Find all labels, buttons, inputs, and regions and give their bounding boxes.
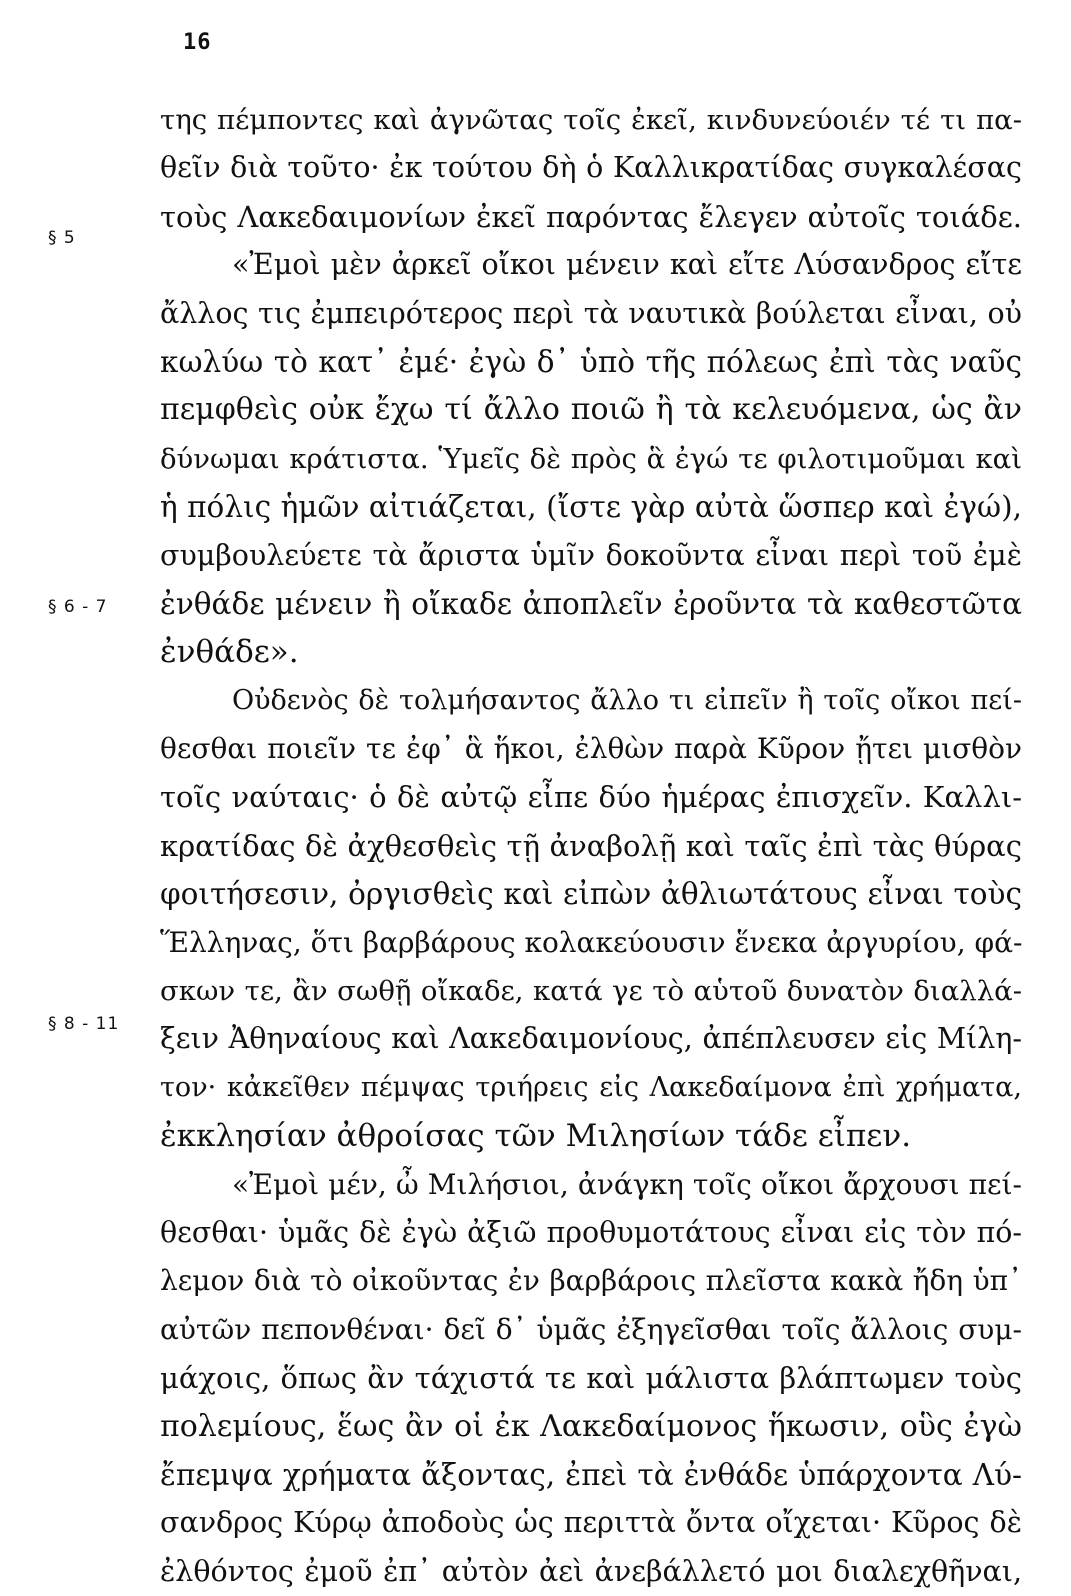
text-line: ἐλθόντος ἐμοῦ ἐπ᾽ αὐτὸν ἀεὶ ἀνεβάλλετό μοι διαλεχθῆναι, xyxy=(160,1554,1022,1588)
text-line: θεσθαι ποιεῖν τε ἐφ᾽ ἃ ἥκοι, ἐλθὼν παρὰ Κῦρον ᾔτει μισθὸν xyxy=(160,732,1022,766)
text-line: της πέμποντες καὶ ἀγνῶτας τοῖς ἐκεῖ, κινδυνεύοιέν τέ τι πα- xyxy=(160,104,1022,136)
text-line: μάχοις, ὅπως ἂν τάχιστά τε καὶ μάλιστα βλάπτωμεν τοὺς xyxy=(160,1361,1022,1396)
section-marker-5: § 5 xyxy=(48,228,76,248)
text-line: Ἕλληνας, ὅτι βαρβάρους κολακεύουσιν ἕνεκα ἀργυρίου, φά- xyxy=(160,925,1022,959)
text-line: «Ἐμοὶ μέν, ὦ Μιλήσιοι, ἀνάγκη τοῖς οἴκοι ἄρχουσι πεί- xyxy=(232,1167,1022,1201)
text-line: ξειν Ἀθηναίους καὶ Λακεδαιμονίους, ἀπέπλευσεν εἰς Μίλη- xyxy=(160,1022,1022,1056)
text-line: σανδρος Κύρῳ ἀποδοὺς ὡς περιττὰ ὄντα οἴχεται· Κῦρος δὲ xyxy=(160,1506,1022,1540)
text-line: τοῖς ναύταις· ὁ δὲ αὐτῷ εἶπε δύο ἡμέρας ἐπισχεῖν. Καλλι- xyxy=(160,780,1022,815)
main-text xyxy=(160,96,1022,1596)
text-line: δύνωμαι κράτιστα. Ὑμεῖς δὲ πρὸς ἃ ἐγώ τε φιλοτιμοῦμαι καὶ xyxy=(160,442,1022,475)
text-line: σκων τε, ἂν σωθῇ οἴκαδε, κατά γε τὸ αὑτοῦ δυνατὸν διαλλά- xyxy=(160,975,1022,1008)
text-line: θεῖν διὰ τοῦτο· ἐκ τούτου δὴ ὁ Καλλικρατίδας συγκαλέσας xyxy=(160,151,1022,185)
section-marker-8-11: § 8 - 11 xyxy=(48,1014,120,1034)
text-line: «Ἐμοὶ μὲν ἀρκεῖ οἴκοι μένειν καὶ εἴτε Λύσανδρος εἴτε xyxy=(232,248,1022,282)
text-line: τοὺς Λακεδαιμονίων ἐκεῖ παρόντας ἔλεγεν αὐτοῖς τοιάδε. xyxy=(160,199,1022,234)
text-line: ἐκκλησίαν ἀθροίσας τῶν Μιλησίων τάδε εἶπεν. xyxy=(160,1118,912,1155)
text-line: ἐνθάδε». xyxy=(160,634,299,671)
text-line: ἐνθάδε μένειν ἢ οἴκαδε ἀποπλεῖν ἐροῦντα τὰ καθεστῶτα xyxy=(160,586,1022,621)
text-line: φοιτήσεσιν, ὀργισθεὶς καὶ εἰπὼν ἀθλιωτάτους εἶναι τοὺς xyxy=(160,877,1022,912)
text-line: ἡ πόλις ἡμῶν αἰτιάζεται, (ἴστε γὰρ αὐτὰ ὥσπερ καὶ ἐγώ), xyxy=(160,490,1022,525)
text-line: συμβουλεύετε τὰ ἄριστα ὑμῖν δοκοῦντα εἶναι περὶ τοῦ ἐμὲ xyxy=(160,538,1022,572)
text-line: πεμφθεὶς οὐκ ἔχω τί ἄλλο ποιῶ ἢ τὰ κελευόμενα, ὡς ἂν xyxy=(160,392,1022,428)
page-number: 16 xyxy=(183,30,212,55)
text-line: λεμον διὰ τὸ οἰκοῦντας ἐν βαρβάροις πλεῖστα κακὰ ἤδη ὑπ᾽ xyxy=(160,1264,1022,1298)
text-line: πολεμίους, ἕως ἂν οἱ ἐκ Λακεδαίμονος ἥκωσιν, οὓς ἐγὼ xyxy=(160,1408,1022,1444)
text-line: κρατίδας δὲ ἀχθεσθεὶς τῇ ἀναβολῇ καὶ ταῖς ἐπὶ τὰς θύρας xyxy=(160,828,1022,863)
text-line: ἄλλος τις ἐμπειρότερος περὶ τὰ ναυτικὰ βούλεται εἶναι, οὐ xyxy=(160,296,1022,330)
text-line: θεσθαι· ὑμᾶς δὲ ἐγὼ ἀξιῶ προθυμοτάτους εἶναι εἰς τὸν πό- xyxy=(160,1215,1022,1249)
section-marker-6-7: § 6 - 7 xyxy=(48,597,108,617)
text-line: τον· κἀκεῖθεν πέμψας τριήρεις εἰς Λακεδαίμονα ἐπὶ χρήματα, xyxy=(160,1071,1022,1103)
text-line: κωλύω τὸ κατ᾽ ἐμέ· ἐγὼ δ᾽ ὑπὸ τῆς πόλεως ἐπὶ τὰς ναῦς xyxy=(160,344,1022,379)
text-line: ἔπεμψα χρήματα ἄξοντας, ἐπεὶ τὰ ἐνθάδε ὑπάρχοντα Λύ- xyxy=(160,1457,1022,1492)
text-line: Οὐδενὸς δὲ τολμήσαντος ἄλλο τι εἰπεῖν ἢ τοῖς οἴκοι πεί- xyxy=(232,684,1022,716)
text-line: αὐτῶν πεπονθέναι· δεῖ δ᾽ ὑμᾶς ἐξηγεῖσθαι τοῖς ἄλλοις συμ- xyxy=(160,1312,1022,1346)
